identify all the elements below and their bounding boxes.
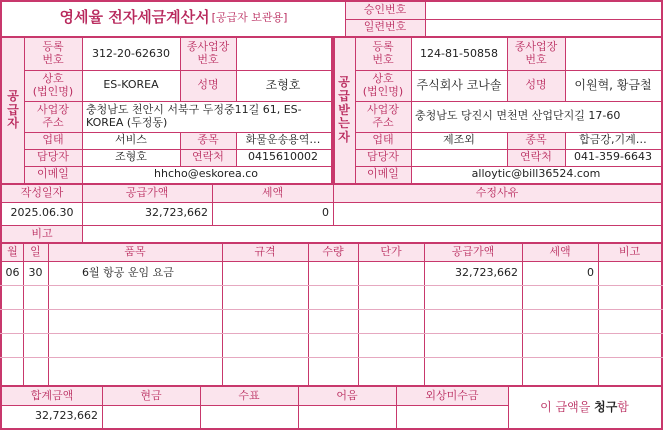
supplier-reg-no-label: 등록 번호 bbox=[24, 38, 82, 70]
buyer-rep: 이원혁, 황금철 bbox=[574, 77, 652, 92]
grid-line bbox=[23, 243, 24, 386]
supplier-email-label: 이메일 bbox=[24, 166, 82, 183]
col-note: 비고 bbox=[598, 244, 661, 261]
grid-line bbox=[222, 243, 223, 386]
col-day: 일 bbox=[23, 244, 48, 261]
credit-label: 외상미수금 bbox=[396, 387, 508, 405]
approval-no-label: 승인번호 bbox=[345, 2, 425, 19]
grid-line bbox=[0, 309, 663, 310]
grid-line bbox=[565, 37, 566, 101]
supplier-biz-type: 서비스 bbox=[115, 133, 147, 147]
grid-line bbox=[0, 385, 663, 387]
serial-no-value bbox=[425, 19, 661, 36]
buyer-addr: 충청남도 당진시 면천면 산업단지길 17-60 bbox=[415, 109, 621, 123]
invoice-title-suffix: [공급자 보관용] bbox=[211, 10, 288, 24]
claim-prefix: 이 금액을 bbox=[540, 399, 595, 414]
grid-line bbox=[102, 386, 103, 430]
grid-line bbox=[411, 37, 412, 184]
supplier-name: ES-KOREA bbox=[103, 78, 159, 92]
row-tax: 0 bbox=[587, 265, 594, 279]
grid-line bbox=[24, 101, 331, 102]
row-qty bbox=[308, 261, 358, 285]
grid-line bbox=[180, 37, 181, 101]
grid-line bbox=[24, 166, 331, 167]
check-value bbox=[200, 405, 298, 428]
col-unit-price: 단가 bbox=[358, 244, 424, 261]
grid-line bbox=[355, 166, 663, 167]
grid-line bbox=[396, 386, 397, 430]
grid-line bbox=[0, 0, 663, 2]
serial-no-label: 일련번호 bbox=[345, 19, 425, 36]
grid-line bbox=[212, 184, 213, 226]
claim-statement bbox=[508, 387, 661, 428]
tax-total-label: 세액 bbox=[212, 185, 333, 202]
grid-line bbox=[0, 242, 663, 244]
grid-line bbox=[522, 243, 523, 386]
col-month: 월 bbox=[2, 244, 23, 261]
buyer-email: alloytic@bill36524.com bbox=[471, 167, 601, 181]
row-spec bbox=[222, 261, 308, 285]
date-value: 2025.06.30 bbox=[10, 206, 74, 220]
supplier-branch-label: 종사업장 번호 bbox=[180, 38, 236, 70]
grid-line bbox=[24, 149, 331, 150]
grid-line bbox=[236, 37, 237, 101]
row-note bbox=[598, 261, 661, 285]
buyer-reg-no: 124-81-50858 bbox=[420, 46, 498, 60]
supplier-rep-label: 성명 bbox=[180, 70, 236, 101]
buyer-phone-label: 연락처 bbox=[507, 149, 565, 166]
row-month: 06 bbox=[5, 265, 20, 279]
grid-line bbox=[345, 19, 663, 20]
buyer-name-label: 상호 (법인명) bbox=[355, 70, 411, 101]
supplier-addr-label: 사업장 주소 bbox=[24, 101, 82, 132]
buyer-branch-label: 종사업장 번호 bbox=[507, 38, 565, 70]
grand-total-label: 합계금액 bbox=[2, 387, 102, 405]
claim-word: 청구 bbox=[594, 399, 618, 414]
supplier-addr: 충청남도 천안시 서북구 두정중11길 61, ES-KOREA (두정동) bbox=[86, 102, 302, 129]
col-tax: 세액 bbox=[522, 244, 598, 261]
supplier-email: hhcho@eskorea.co bbox=[154, 167, 258, 181]
buyer-name: 주식회사 코나솔 bbox=[416, 77, 502, 92]
buyer-manager bbox=[411, 149, 507, 166]
grid-line bbox=[48, 243, 49, 386]
buyer-reg-no-label: 등록 번호 bbox=[355, 38, 411, 70]
invoice-title bbox=[2, 2, 345, 34]
grid-line bbox=[308, 243, 309, 386]
approval-no-value bbox=[425, 2, 661, 19]
cash-label: 현금 bbox=[102, 387, 200, 405]
grid-line bbox=[298, 386, 299, 430]
grid-line bbox=[82, 184, 83, 243]
supplier-biz-item-label: 종목 bbox=[180, 132, 236, 149]
col-item: 품목 bbox=[48, 244, 222, 261]
grid-line bbox=[333, 184, 334, 226]
supply-total-label: 공급가액 bbox=[82, 185, 212, 202]
buyer-biz-item-label: 종목 bbox=[507, 132, 565, 149]
grid-line bbox=[0, 0, 2, 430]
grid-line bbox=[24, 37, 25, 184]
bill-label: 어음 bbox=[298, 387, 396, 405]
invoice-title-text: 영세율 전자세금계산서 bbox=[59, 8, 210, 27]
grid-line bbox=[0, 357, 663, 358]
col-qty: 수량 bbox=[308, 244, 358, 261]
supplier-biz-type-label: 업태 bbox=[24, 132, 82, 149]
supplier-phone: 0415610002 bbox=[248, 150, 318, 164]
grid-line bbox=[24, 70, 331, 71]
claim-suffix: 함 bbox=[617, 399, 629, 414]
buyer-email-label: 이메일 bbox=[355, 166, 411, 183]
grid-line bbox=[424, 243, 425, 386]
grid-line bbox=[0, 285, 663, 286]
grid-line bbox=[355, 37, 356, 184]
col-supply: 공급가액 bbox=[424, 244, 522, 261]
buyer-branch bbox=[565, 38, 661, 70]
supply-total-value: 32,723,662 bbox=[145, 206, 208, 220]
grand-total-value: 32,723,662 bbox=[35, 409, 98, 423]
grid-line bbox=[508, 386, 509, 430]
buyer-biz-type-label: 업태 bbox=[355, 132, 411, 149]
grid-line bbox=[0, 202, 663, 203]
grid-line bbox=[0, 333, 663, 334]
grid-line bbox=[355, 101, 663, 102]
date-label: 작성일자 bbox=[2, 185, 82, 202]
supplier-branch bbox=[236, 38, 330, 70]
grid-line bbox=[0, 261, 663, 262]
buyer-biz-type: 제조외 bbox=[443, 133, 475, 147]
buyer-rep-label: 성명 bbox=[507, 70, 565, 101]
bill-value bbox=[298, 405, 396, 428]
row-item: 6월 항공 운임 요금 bbox=[82, 265, 174, 279]
row-unit-price bbox=[358, 261, 424, 285]
buyer-addr-label: 사업장 주소 bbox=[355, 101, 411, 132]
row-supply: 32,723,662 bbox=[455, 265, 518, 279]
cash-value bbox=[102, 405, 200, 428]
reason-value bbox=[333, 202, 661, 225]
note-label: 비고 bbox=[2, 226, 82, 242]
reason-label: 수정사유 bbox=[333, 185, 661, 202]
grid-line bbox=[0, 225, 663, 226]
supplier-name-label: 상호 (법인명) bbox=[24, 70, 82, 101]
grid-line bbox=[507, 37, 508, 101]
tax-total-value: 0 bbox=[322, 206, 329, 220]
buyer-side-label: 공 급 받 는 자 bbox=[333, 38, 355, 183]
buyer-phone: 041-359-6643 bbox=[574, 150, 652, 164]
supplier-reg-no: 312-20-62630 bbox=[92, 46, 170, 60]
credit-value bbox=[396, 405, 508, 428]
grid-line bbox=[598, 243, 599, 386]
grid-line bbox=[0, 405, 508, 406]
supplier-manager: 조형호 bbox=[115, 150, 147, 164]
grid-line bbox=[333, 37, 335, 184]
col-spec: 규격 bbox=[222, 244, 308, 261]
grid-line bbox=[355, 70, 663, 71]
grid-line bbox=[355, 149, 663, 150]
buyer-biz-item: 합금강,기계… bbox=[579, 133, 647, 147]
supplier-side-label: 공 급 자 bbox=[2, 38, 24, 183]
grid-line bbox=[200, 386, 201, 430]
check-label: 수표 bbox=[200, 387, 298, 405]
row-day: 30 bbox=[28, 265, 43, 279]
buyer-manager-label: 담당자 bbox=[355, 149, 411, 166]
note-value bbox=[82, 226, 661, 242]
supplier-manager-label: 담당자 bbox=[24, 149, 82, 166]
grid-line bbox=[82, 37, 83, 184]
supplier-biz-item: 화물운송용역… bbox=[245, 133, 321, 147]
supplier-phone-label: 연락처 bbox=[180, 149, 236, 166]
grid-line bbox=[355, 132, 663, 133]
grid-line bbox=[0, 183, 663, 185]
grid-line bbox=[358, 243, 359, 386]
grid-line bbox=[24, 132, 331, 133]
grid-line bbox=[425, 0, 426, 37]
supplier-rep: 조형호 bbox=[265, 77, 301, 92]
